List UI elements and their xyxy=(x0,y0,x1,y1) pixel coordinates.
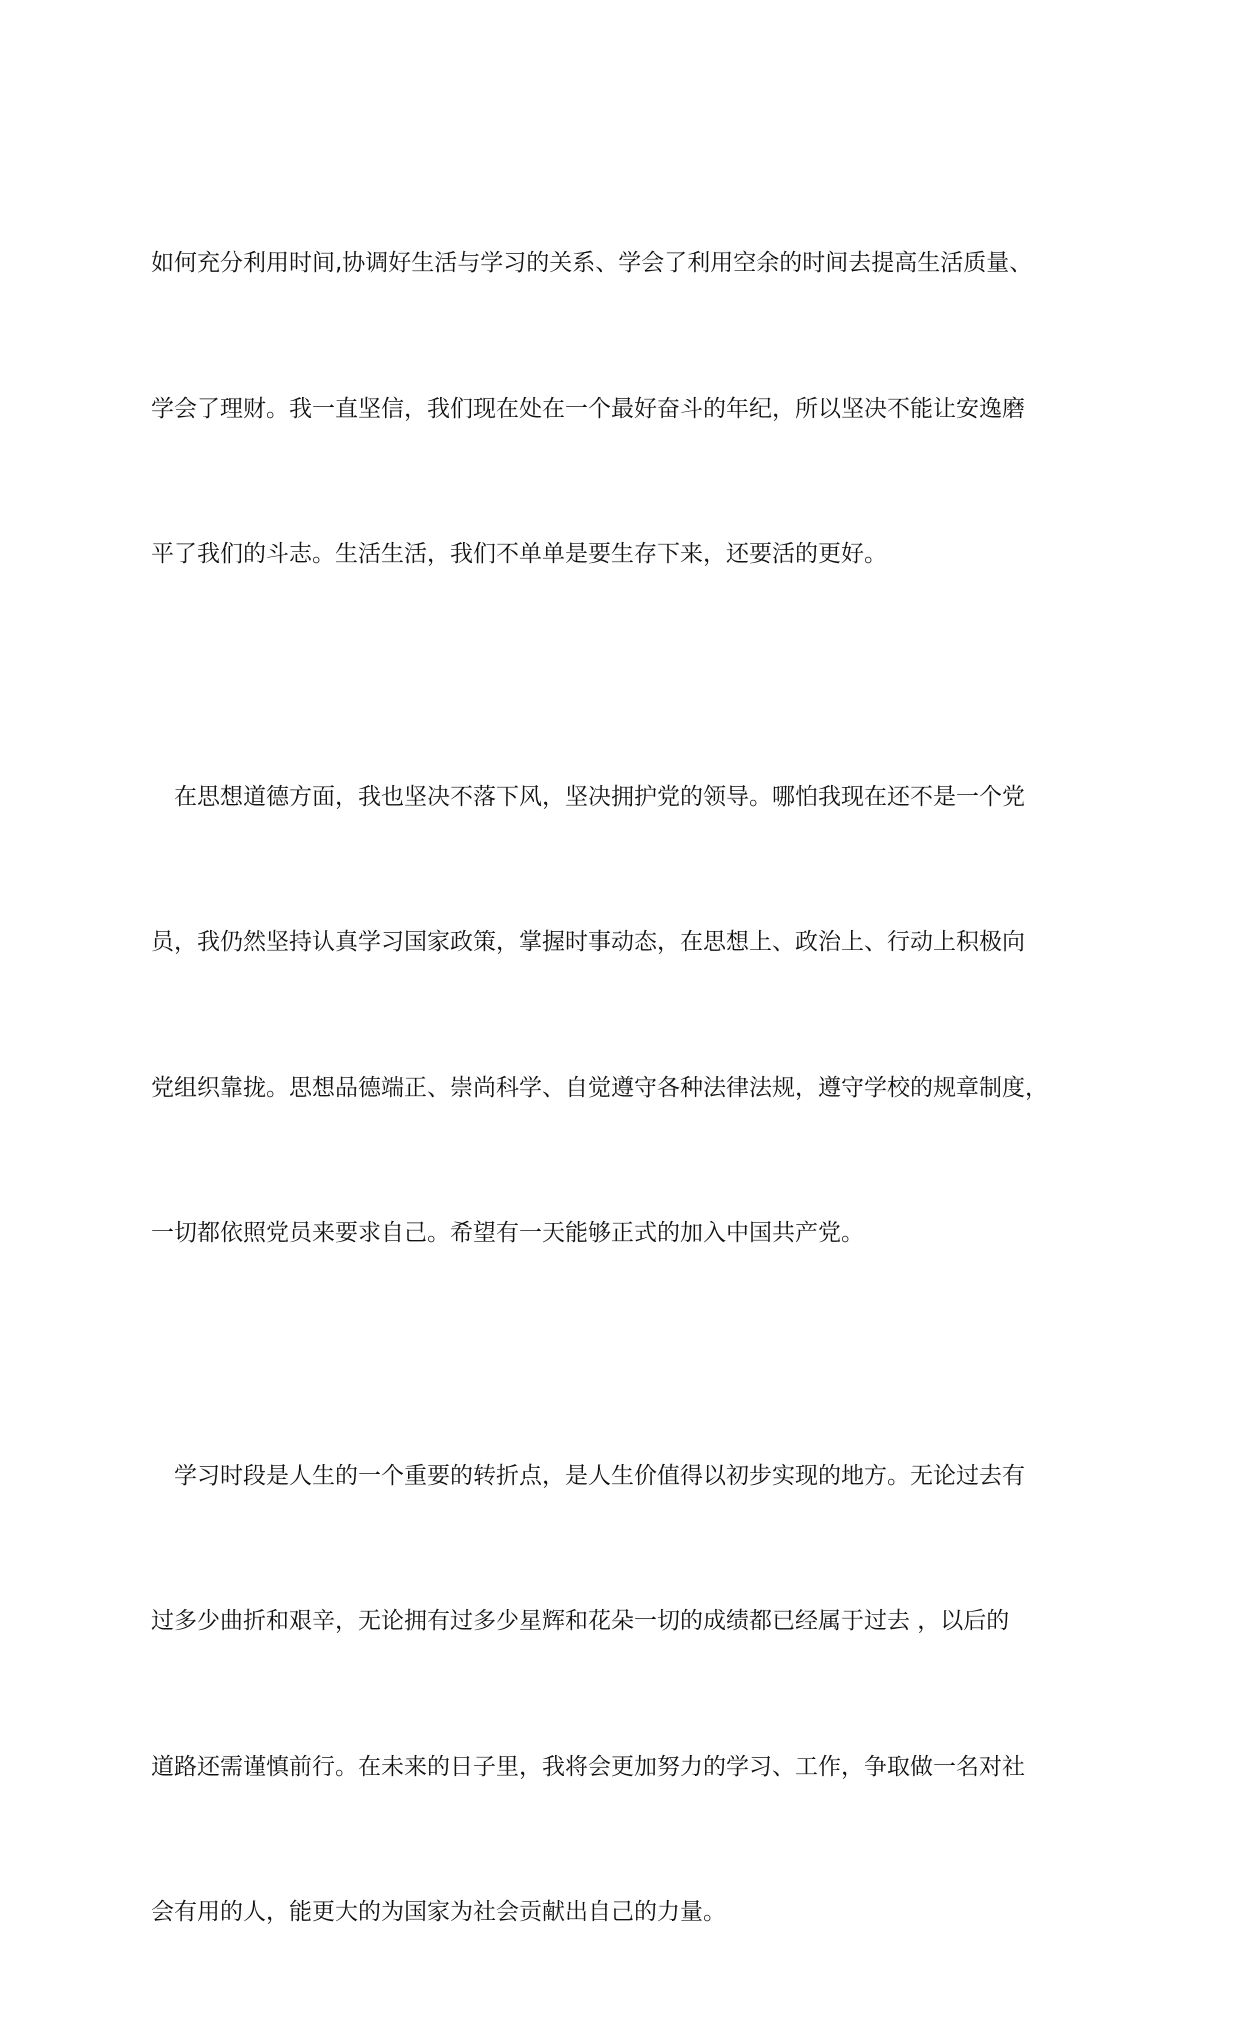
document-body xyxy=(151,142,1091,2034)
paragraph-moral-thought xyxy=(151,676,1091,1355)
text-line: 员，我仍然坚持认真学习国家政策，掌握时事动态，在思想上、政治上、行动上积极向 xyxy=(151,929,1025,955)
text-line: 在思想道德方面，我也坚决不落下风，坚决拥护党的领导。哪怕我现在还不是一个党 xyxy=(174,783,1025,810)
text-line: 平了我们的斗志。生活生活，我们不单单是要生存下来，还要活的更好。 xyxy=(151,541,887,567)
text-line: 党组织靠拢。思想品德端正、崇尚科学、自觉遵守各种法律法规，遵守学校的规章制度， xyxy=(151,1074,1048,1101)
text-line: 学会了理财。我一直坚信，我们现在处在一个最好奋斗的年纪，所以坚决不能让安逸磨 xyxy=(151,395,1025,422)
text-line: 一切都依照党员来要求自己。希望有一天能够正式的加入中国共产党。 xyxy=(151,1220,864,1246)
text-line: 道路还需谨慎前行。在未来的日子里，我将会更加努力的学习、工作，争取做一名对社 xyxy=(151,1753,1025,1780)
text-line: 会有用的人，能更大的为国家为社会贡献出自己的力量。 xyxy=(151,1899,726,1925)
paragraph-time-management xyxy=(151,142,1091,676)
text-line: 过多少曲折和艰辛，无论拥有过多少星辉和花朵一切的成绩都已经属于过去 ，以后的 xyxy=(151,1608,1010,1634)
text-line: 如何充分利用时间,协调好生活与学习的关系、学会了利用空余的时间去提高生活质量、 xyxy=(151,250,1033,276)
text-line: 学习时段是人生的一个重要的转折点，是人生价值得以初步实现的地方。无论过去有 xyxy=(174,1462,1025,1489)
paragraph-study-period xyxy=(151,1355,1091,2034)
